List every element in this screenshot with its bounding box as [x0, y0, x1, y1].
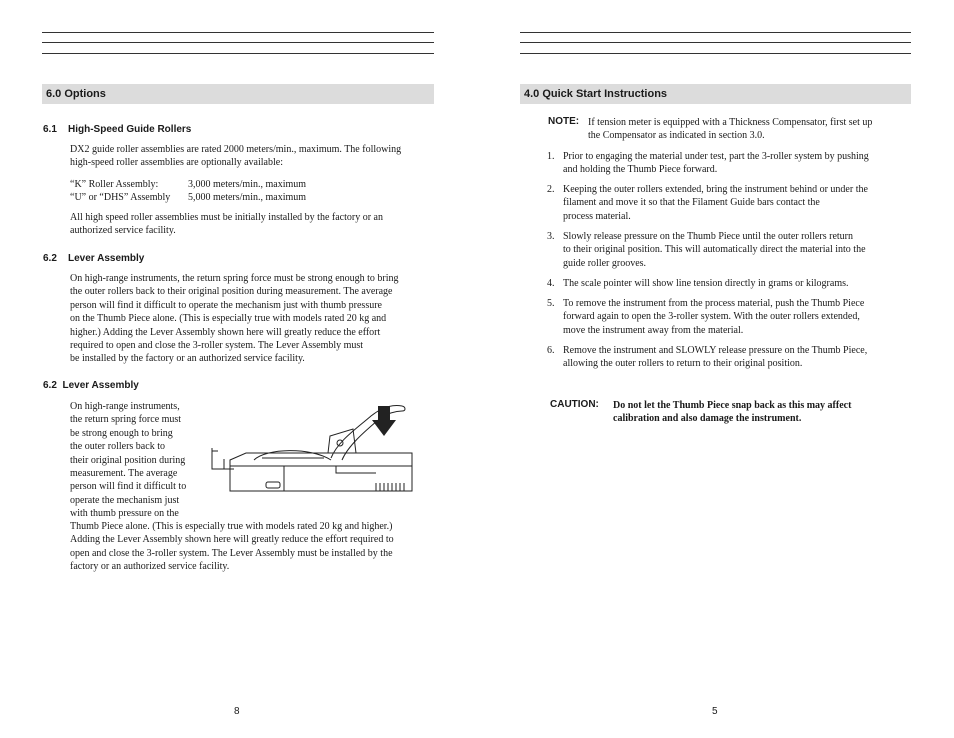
roller-name: “U” or “DHS” Assembly — [70, 192, 171, 203]
caution-text: Do not let the Thumb Piece snap back as this may affect calibration and also damage the instrument. — [613, 400, 852, 425]
paragraph: All high speed roller assemblies must be initially installed by the factory or an authorized service facility. — [70, 212, 383, 237]
step-number: 6. — [547, 345, 555, 356]
header-rule — [520, 53, 911, 54]
step-text: Slowly release pressure on the Thumb Piece until the outer rollers return to their original position. This will automatically direct the material into the guide roller grooves. — [563, 231, 866, 269]
header-rule — [520, 42, 911, 43]
left-page — [42, 0, 434, 738]
page-number: 8 — [234, 706, 240, 717]
step-number: 5. — [547, 298, 555, 309]
header-rule — [42, 42, 434, 43]
right-page — [520, 0, 911, 738]
step-text: Prior to engaging the material under test, part the 3-roller system by pushing and holding the Thumb Piece forward. — [563, 151, 869, 176]
header-rule — [42, 32, 434, 33]
step-text: To remove the instrument from the process material, push the Thumb Piece forward again to open the 3-roller system. With the outer rollers extended, move the instrument away from the material. — [563, 298, 865, 336]
step-text: Remove the instrument and SLOWLY release pressure on the Thumb Piece, allowing the outer rollers to return to their original position. — [563, 345, 868, 370]
header-rule — [42, 53, 434, 54]
caution-label: CAUTION: — [550, 399, 599, 410]
step-text: Keeping the outer rollers extended, bring the instrument behind or under the filament and move it so that the Filament Guide bars contact the process material. — [563, 184, 868, 222]
paragraph-narrow: On high-range instruments, the return spring force must be strong enough to bring the outer rollers back to their original position during measurement. The average person will find it difficult to operate the mechanism just with thumb pressure on the — [70, 401, 187, 520]
step-number: 1. — [547, 151, 555, 162]
section-title: 4.0 Quick Start Instructions — [524, 88, 668, 100]
section-title: 6.0 Options — [46, 88, 106, 100]
page-number: 5 — [712, 706, 718, 717]
paragraph: On high-range instruments, the return spring force must be strong enough to bring the outer rollers back to their original position during measurement. The average person will find it difficult to operate the mechanism just with thumb pressure on the Thumb Piece alone. (This is especially true with models rated 20 kg and higher.) Adding the Lever Assembly shown here will greatly reduce the effort required to open and close the 3-roller system. The Lever Assembly must be installed by the factory or an authorized service facility. — [70, 273, 399, 365]
step-number: 4. — [547, 278, 555, 289]
subsection-heading: 6.2 Lever Assembly — [43, 380, 139, 391]
note-label: NOTE: — [548, 116, 580, 127]
step-number: 2. — [547, 184, 555, 195]
section-title-band — [42, 84, 434, 104]
note-text: If tension meter is equipped with a Thickness Compensator, first set up the Compensator as indicated in section 3.0. — [588, 117, 873, 142]
roller-rating: 3,000 meters/min., maximum — [188, 179, 307, 190]
paragraph: Thumb Piece alone. (This is especially true with models rated 20 kg and higher.) Adding the Lever Assembly shown here will greatly reduce the effort required to open and close the 3-roller system. The Lever Assembly must be installed by the factory or an authorized service facility. — [70, 521, 394, 573]
paragraph: DX2 guide roller assemblies are rated 2000 meters/min., maximum. The following high-speed roller assemblies are optionally available: — [70, 144, 402, 169]
step-number: 3. — [547, 231, 555, 242]
down-arrow-icon — [372, 406, 396, 436]
subsection-heading: 6.1 High-Speed Guide Rollers — [43, 124, 192, 135]
step-text: The scale pointer will show line tension directly in grams or kilograms. — [563, 278, 849, 289]
header-rule — [520, 32, 911, 33]
roller-rating: 5,000 meters/min., maximum — [188, 192, 307, 203]
subsection-heading: 6.2 Lever Assembly — [43, 253, 145, 264]
roller-name: “K” Roller Assembly: — [70, 179, 159, 190]
section-title-band — [520, 84, 911, 104]
